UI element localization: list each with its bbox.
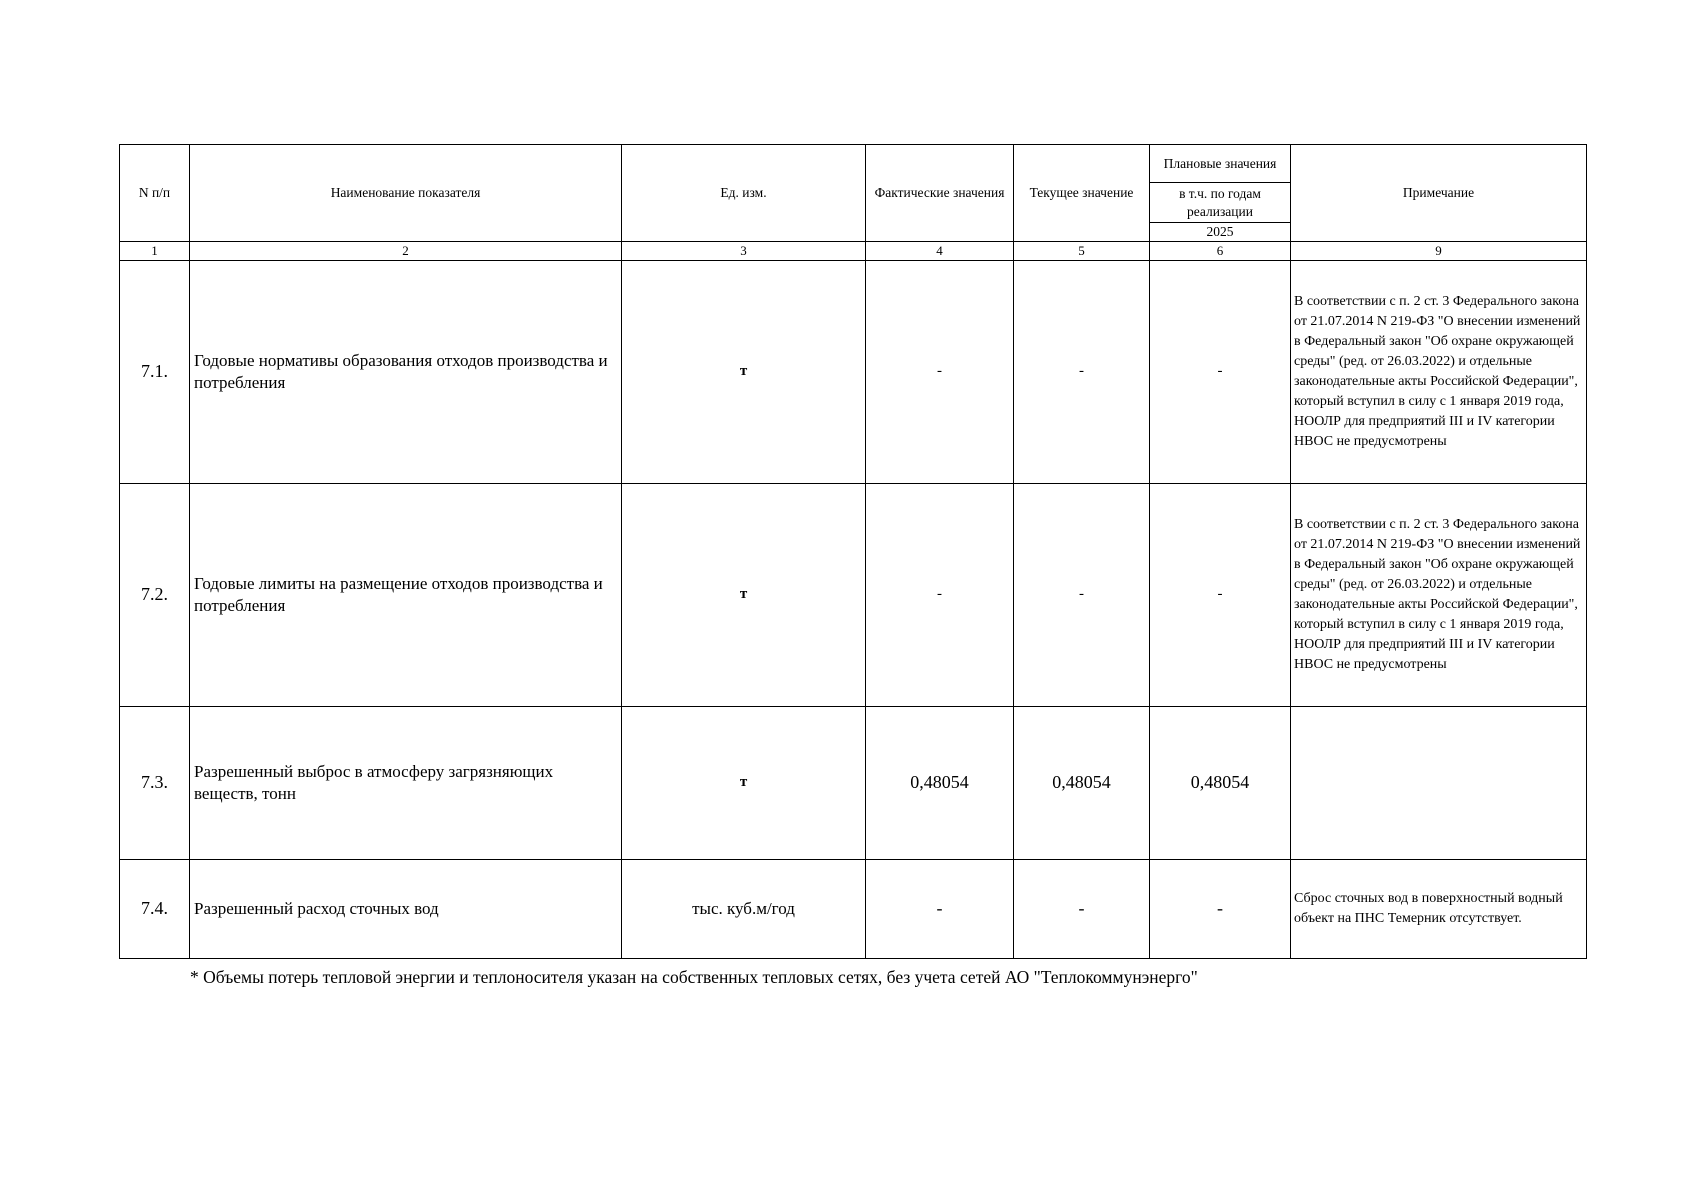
column-number: 9 (1291, 242, 1587, 261)
actual-value: - (866, 261, 1014, 484)
note-cell: В соответствии с п. 2 ст. 3 Федерального закона от 21.07.2014 N 219-ФЗ "О внесении изменений в Федеральный закон "Об охране окружающей среды" (ред. от 26.03.2022) и отдельные законодательные акты Российской Федерации", который вступил в силу с 1 января 2019 года, НООЛР для предприятий III и IV категории НВОС не предусмотрены (1291, 484, 1587, 707)
column-number: 4 (866, 242, 1014, 261)
plan-value: - (1150, 484, 1291, 707)
row-number: 7.4. (120, 860, 190, 959)
table-row (120, 484, 1587, 707)
row-number: 7.3. (120, 707, 190, 860)
plan-value: - (1150, 261, 1291, 484)
note-cell: Сброс сточных вод в поверхностный водный объект на ПНС Темерник отсутствует. (1291, 860, 1587, 959)
note-cell: В соответствии с п. 2 ст. 3 Федерального закона от 21.07.2014 N 219-ФЗ "О внесении изменений в Федеральный закон "Об охране окружающей среды" (ред. от 26.03.2022) и отдельные законодательные акты Российской Федерации", который вступил в силу с 1 января 2019 года, НООЛР для предприятий III и IV категории НВОС не предусмотрены (1291, 261, 1587, 484)
unit-cell: т (622, 484, 866, 707)
table-row (120, 261, 1587, 484)
unit-cell: т (622, 707, 866, 860)
header-plan-sub: в т.ч. по годам реализации (1150, 183, 1291, 223)
plan-value: 0,48054 (1150, 707, 1291, 860)
actual-value: - (866, 484, 1014, 707)
column-number: 6 (1150, 242, 1291, 261)
column-number-row (120, 242, 1587, 261)
header-actual: Фактические значения (866, 145, 1014, 242)
column-number: 3 (622, 242, 866, 261)
unit-cell: т (622, 261, 866, 484)
header-plan: Плановые значения (1150, 145, 1291, 183)
indicator-name: Разрешенный выброс в атмосферу загрязняющих веществ, тонн (190, 707, 622, 860)
indicators-table (119, 144, 1587, 959)
indicator-name: Годовые нормативы образования отходов производства и потребления (190, 261, 622, 484)
actual-value: - (866, 860, 1014, 959)
current-value: 0,48054 (1014, 707, 1150, 860)
indicator-name: Годовые лимиты на размещение отходов производства и потребления (190, 484, 622, 707)
header-num: N п/п (120, 145, 190, 242)
current-value: - (1014, 261, 1150, 484)
indicator-name: Разрешенный расход сточных вод (190, 860, 622, 959)
row-number: 7.1. (120, 261, 190, 484)
header-name: Наименование показателя (190, 145, 622, 242)
actual-value: 0,48054 (866, 707, 1014, 860)
note-cell (1291, 707, 1587, 860)
header-unit: Ед. изм. (622, 145, 866, 242)
table-row (120, 860, 1587, 959)
row-number: 7.2. (120, 484, 190, 707)
column-number: 2 (190, 242, 622, 261)
table-row (120, 707, 1587, 860)
footnote: * Объемы потерь тепловой энергии и теплоносителя указан на собственных тепловых сетях, без учета сетей АО "Теплокоммунэнерго" (190, 967, 1198, 987)
current-value: - (1014, 860, 1150, 959)
current-value: - (1014, 484, 1150, 707)
header-current: Текущее значение (1014, 145, 1150, 242)
unit-cell: тыс. куб.м/год (622, 860, 866, 959)
column-number: 1 (120, 242, 190, 261)
plan-value: - (1150, 860, 1291, 959)
column-number: 5 (1014, 242, 1150, 261)
header-plan-year: 2025 (1150, 223, 1291, 242)
header-note: Примечание (1291, 145, 1587, 242)
